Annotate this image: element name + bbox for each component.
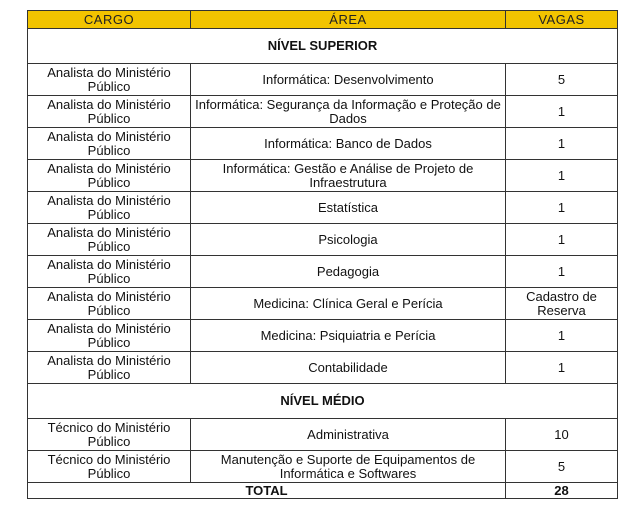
vagas-cell: 1: [506, 320, 618, 352]
header-area: ÁREA: [191, 11, 506, 29]
table-row: [28, 192, 618, 224]
area-cell: Pedagogia: [191, 256, 506, 288]
header-cargo: CARGO: [28, 11, 191, 29]
area-cell: Medicina: Psiquiatria e Perícia: [191, 320, 506, 352]
vagas-table: [27, 10, 618, 499]
area-cell: Medicina: Clínica Geral e Perícia: [191, 288, 506, 320]
cargo-cell: Analista do Ministério Público: [28, 352, 191, 384]
vagas-cell: Cadastro de Reserva: [506, 288, 618, 320]
cargo-cell: Analista do Ministério Público: [28, 320, 191, 352]
area-cell: Administrativa: [191, 419, 506, 451]
section-title: NÍVEL MÉDIO: [28, 384, 618, 419]
table-row: [28, 320, 618, 352]
area-cell: Informática: Banco de Dados: [191, 128, 506, 160]
section-title: NÍVEL SUPERIOR: [28, 29, 618, 64]
area-cell: Psicologia: [191, 224, 506, 256]
cargo-cell: Analista do Ministério Público: [28, 128, 191, 160]
table-row: [28, 96, 618, 128]
total-row: [28, 483, 618, 499]
table-row: [28, 256, 618, 288]
vagas-cell: 1: [506, 192, 618, 224]
cargo-cell: Analista do Ministério Público: [28, 160, 191, 192]
area-cell: Informática: Desenvolvimento: [191, 64, 506, 96]
cargo-cell: Analista do Ministério Público: [28, 224, 191, 256]
vagas-cell: 1: [506, 160, 618, 192]
area-cell: Manutenção e Suporte de Equipamentos de Informática e Softwares: [191, 451, 506, 483]
cargo-cell: Analista do Ministério Público: [28, 192, 191, 224]
vagas-cell: 1: [506, 352, 618, 384]
table-header-row: [28, 11, 618, 29]
table-row: [28, 160, 618, 192]
vagas-cell: 1: [506, 256, 618, 288]
table-row: [28, 64, 618, 96]
section-row: [28, 29, 618, 64]
area-cell: Contabilidade: [191, 352, 506, 384]
cargo-cell: Analista do Ministério Público: [28, 64, 191, 96]
cargo-cell: Analista do Ministério Público: [28, 288, 191, 320]
table-row: [28, 352, 618, 384]
cargo-cell: Técnico do Ministério Público: [28, 451, 191, 483]
vagas-cell: 5: [506, 451, 618, 483]
cargo-cell: Analista do Ministério Público: [28, 256, 191, 288]
total-label: TOTAL: [28, 483, 506, 499]
section-row: [28, 384, 618, 419]
table-row: [28, 288, 618, 320]
table-row: [28, 128, 618, 160]
area-cell: Informática: Segurança da Informação e Proteção de Dados: [191, 96, 506, 128]
table-row: [28, 224, 618, 256]
total-value: 28: [506, 483, 618, 499]
vagas-cell: 1: [506, 128, 618, 160]
area-cell: Estatística: [191, 192, 506, 224]
cargo-cell: Analista do Ministério Público: [28, 96, 191, 128]
vagas-cell: 5: [506, 64, 618, 96]
area-cell: Informática: Gestão e Análise de Projeto de Infraestrutura: [191, 160, 506, 192]
table-row: [28, 419, 618, 451]
vagas-cell: 1: [506, 224, 618, 256]
vagas-cell: 1: [506, 96, 618, 128]
header-vagas: VAGAS: [506, 11, 618, 29]
table-row: [28, 451, 618, 483]
vagas-cell: 10: [506, 419, 618, 451]
cargo-cell: Técnico do Ministério Público: [28, 419, 191, 451]
